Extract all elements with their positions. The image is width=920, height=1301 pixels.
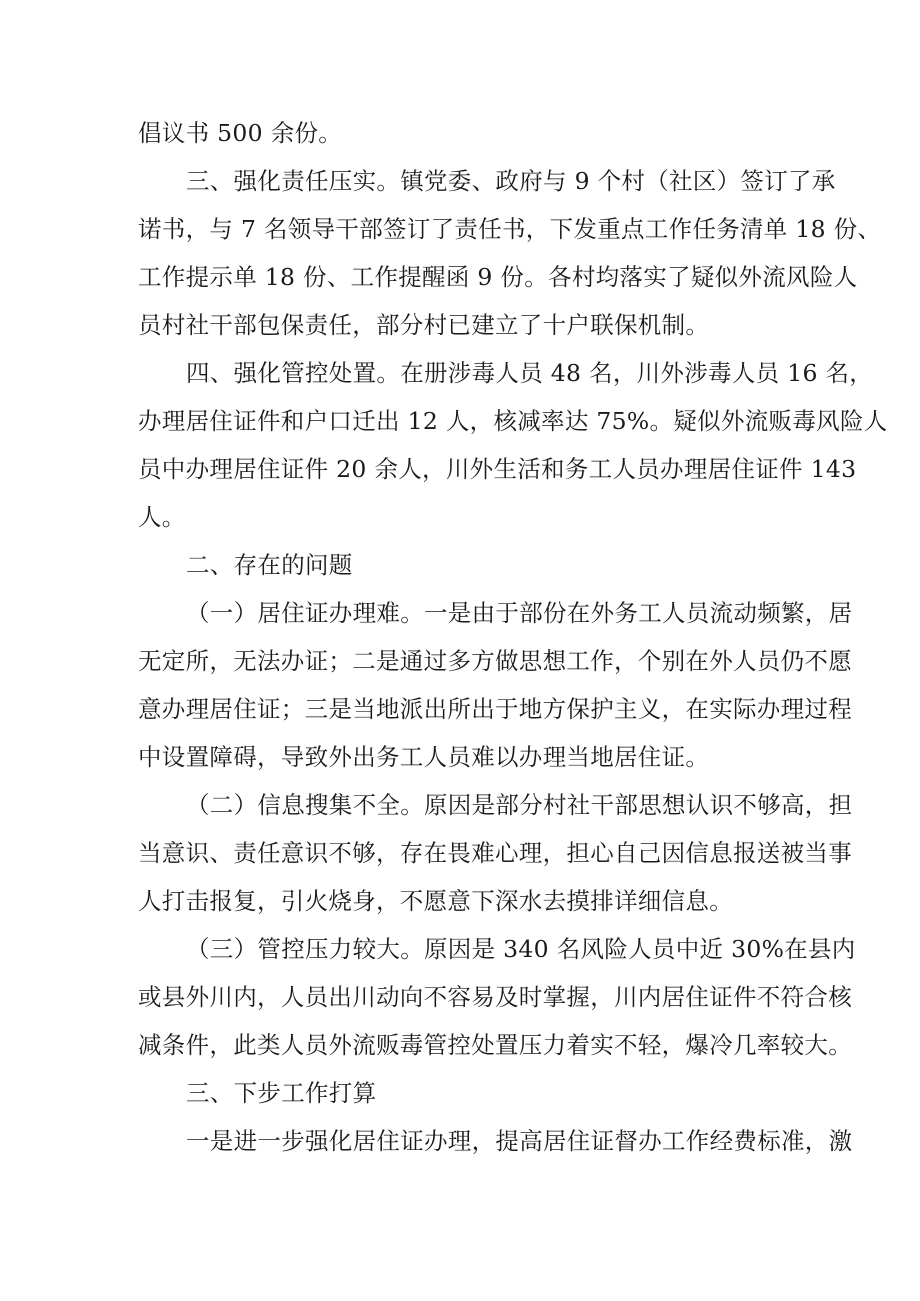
text-line: 办理居住证件和户口迁出 12 人，核减率达 75%。疑似外流贩毒风险人: [138, 407, 888, 435]
subsection-heading-pressure: （三）管控压力较大。原因是 340 名风险人员中近 30%在县内: [186, 935, 856, 963]
text-line: 减条件，此类人员外流贩毒管控处置压力着实不轻，爆冷几率较大。: [138, 1031, 852, 1059]
text-line: 员村社干部包保责任，部分村已建立了十户联保机制。: [138, 311, 710, 339]
section-heading-control: 四、强化管控处置。在册涉毒人员 48 名，川外涉毒人员 16 名，: [186, 359, 874, 387]
text-line: 诺书，与 7 名领导干部签订了责任书，下发重点工作任务清单 18 份、: [138, 215, 882, 243]
text-line: 意办理居住证；三是当地派出所出于地方保护主义，在实际办理过程: [138, 695, 852, 723]
text-line: 人打击报复，引火烧身，不愿意下深水去摸排详细信息。: [138, 887, 733, 915]
text-line: 人。: [138, 503, 186, 531]
text-line: 一是进一步强化居住证办理，提高居住证督办工作经费标准，激: [186, 1127, 853, 1155]
text-line: 员中办理居住证件 20 余人，川外生活和务工人员办理居住证件 143: [138, 455, 857, 483]
text-line: 或县外川内，人员出川动向不容易及时掌握，川内居住证件不符合核: [138, 983, 852, 1011]
text-line: 工作提示单 18 份、工作提醒函 9 份。各村均落实了疑似外流风险人: [138, 263, 858, 291]
text-line: 倡议书 500 余份。: [138, 119, 343, 147]
text-line: 中设置障碍，导致外出务工人员难以办理当地居住证。: [138, 743, 710, 771]
text-line: 当意识、责任意识不够，存在畏难心理，担心自己因信息报送被当事: [138, 839, 852, 867]
text-line: 无定所，无法办证；二是通过多方做思想工作，个别在外人员仍不愿: [138, 647, 852, 675]
subsection-heading-residence: （一）居住证办理难。一是由于部份在外务工人员流动频繁，居: [186, 599, 853, 627]
section-heading-problems: 二、存在的问题: [186, 551, 353, 579]
subsection-heading-information: （二）信息搜集不全。原因是部分村社干部思想认识不够高，担: [186, 791, 853, 819]
section-heading-responsibility: 三、强化责任压实。镇党委、政府与 9 个村（社区）签订了承: [186, 167, 836, 195]
section-heading-next-steps: 三、下步工作打算: [186, 1079, 377, 1107]
